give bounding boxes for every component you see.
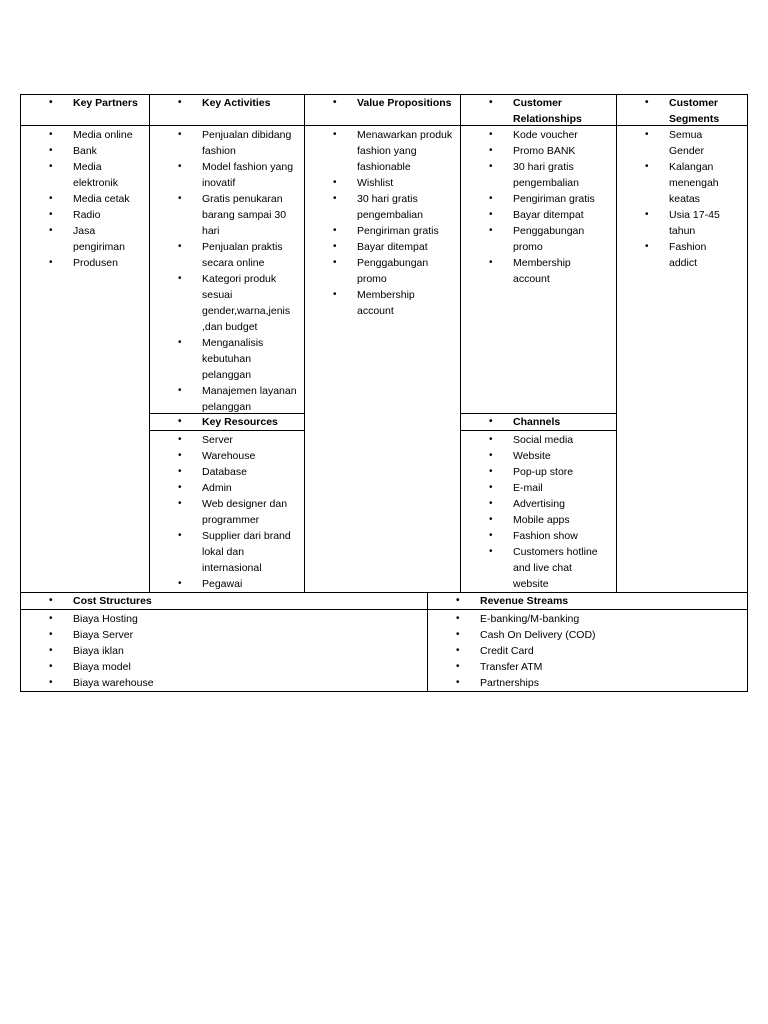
value-propositions-cell	[304, 125, 461, 593]
business-model-canvas	[20, 94, 748, 692]
key-partners-list	[21, 126, 149, 271]
list-item: • Usia 17-45 tahun	[617, 207, 747, 239]
list-item: • Pengiriman gratis	[461, 191, 616, 207]
list-item: • Bank	[21, 143, 149, 159]
revenue-streams-header: • Revenue Streams	[428, 593, 747, 609]
list-item: • Menawarkan produk fashion yang fashionable	[305, 127, 460, 175]
revenue-streams-header-cell	[427, 592, 748, 610]
customer-relationships-cell	[460, 125, 617, 414]
list-item: • Server	[150, 432, 304, 448]
value-propositions-header-cell	[304, 94, 461, 126]
channels-header-cell	[460, 413, 617, 431]
list-item: • Transfer ATM	[428, 659, 747, 675]
value-propositions-list	[305, 126, 460, 319]
list-item: • Manajemen layanan pelanggan	[150, 383, 304, 415]
channels-header: • Channels	[461, 414, 616, 430]
list-item: • Credit Card	[428, 643, 747, 659]
list-item: • 30 hari gratis pengembalian	[305, 191, 460, 223]
list-item: • Bayar ditempat	[461, 207, 616, 223]
list-item: • Social media	[461, 432, 616, 448]
list-item: • Biaya model	[21, 659, 427, 675]
list-item: • 30 hari gratis pengembalian	[461, 159, 616, 191]
list-item: • Penggabungan promo	[305, 255, 460, 287]
channels-list	[461, 431, 616, 592]
list-item: • Penggabungan promo	[461, 223, 616, 255]
key-partners-header-cell	[20, 94, 150, 126]
channels-cell	[460, 430, 617, 593]
list-item: • Website	[461, 448, 616, 464]
key-resources-header: • Key Resources	[150, 414, 304, 430]
key-resources-header-cell	[149, 413, 305, 431]
customer-segments-header: • Customer Segments	[617, 95, 747, 127]
list-item: • E-banking/M-banking	[428, 611, 747, 627]
cost-structures-list	[21, 610, 427, 691]
key-partners-cell	[20, 125, 150, 593]
list-item: • Fashion show	[461, 528, 616, 544]
list-item: • Warehouse	[150, 448, 304, 464]
list-item: • Cash On Delivery (COD)	[428, 627, 747, 643]
key-partners-header: • Key Partners	[21, 95, 149, 111]
list-item: • Semua Gender	[617, 127, 747, 159]
list-item: • Fashion addict	[617, 239, 747, 271]
cost-structures-header-cell	[20, 592, 428, 610]
list-item: • Jasa pengiriman	[21, 223, 149, 255]
customer-segments-list	[617, 126, 747, 271]
list-item: • Advertising	[461, 496, 616, 512]
list-item: • Membership account	[461, 255, 616, 287]
list-item: • Supplier dari brand lokal dan internasional	[150, 528, 304, 576]
list-item: • Menganalisis kebutuhan pelanggan	[150, 335, 304, 383]
key-activities-header: • Key Activities	[150, 95, 304, 111]
list-item: • Bayar ditempat	[305, 239, 460, 255]
list-item: • Biaya Server	[21, 627, 427, 643]
list-item: • Penjualan praktis secara online	[150, 239, 304, 271]
list-item: • Pop-up store	[461, 464, 616, 480]
list-item: • Biaya Hosting	[21, 611, 427, 627]
customer-relationships-header: • Customer Relationships	[461, 95, 616, 127]
list-item: • Kategori produk sesuai gender,warna,jenis ,dan budget	[150, 271, 304, 335]
list-item: • Pegawai	[150, 576, 304, 592]
list-item: • Media cetak	[21, 191, 149, 207]
list-item: • Membership account	[305, 287, 460, 319]
list-item: • Database	[150, 464, 304, 480]
list-item: • Biaya warehouse	[21, 675, 427, 691]
list-item: • Kode voucher	[461, 127, 616, 143]
key-activities-header-cell	[149, 94, 305, 126]
key-resources-cell	[149, 430, 305, 593]
customer-relationships-header-cell	[460, 94, 617, 126]
list-item: • Wishlist	[305, 175, 460, 191]
list-item: • Penjualan dibidang fashion	[150, 127, 304, 159]
list-item: • Kalangan menengah keatas	[617, 159, 747, 207]
list-item: • Partnerships	[428, 675, 747, 691]
customer-segments-cell	[616, 125, 748, 593]
list-item: • Mobile apps	[461, 512, 616, 528]
revenue-streams-list	[428, 610, 747, 691]
list-item: • Promo BANK	[461, 143, 616, 159]
list-item: • E-mail	[461, 480, 616, 496]
list-item: • Admin	[150, 480, 304, 496]
key-activities-cell	[149, 125, 305, 414]
list-item: • Radio	[21, 207, 149, 223]
key-activities-list	[150, 126, 304, 415]
list-item: • Web designer dan programmer	[150, 496, 304, 528]
key-resources-list	[150, 431, 304, 592]
list-item: • Customers hotline and live chat website	[461, 544, 616, 592]
customer-segments-header-cell	[616, 94, 748, 126]
revenue-streams-cell	[427, 609, 748, 692]
list-item: • Model fashion yang inovatif	[150, 159, 304, 191]
list-item: • Produsen	[21, 255, 149, 271]
customer-relationships-list	[461, 126, 616, 287]
cost-structures-header: • Cost Structures	[21, 593, 427, 609]
list-item: • Media online	[21, 127, 149, 143]
list-item: • Media elektronik	[21, 159, 149, 191]
list-item: • Biaya iklan	[21, 643, 427, 659]
cost-structures-cell	[20, 609, 428, 692]
value-propositions-header: • Value Propositions	[305, 95, 460, 111]
list-item: • Gratis penukaran barang sampai 30 hari	[150, 191, 304, 239]
list-item: • Pengiriman gratis	[305, 223, 460, 239]
